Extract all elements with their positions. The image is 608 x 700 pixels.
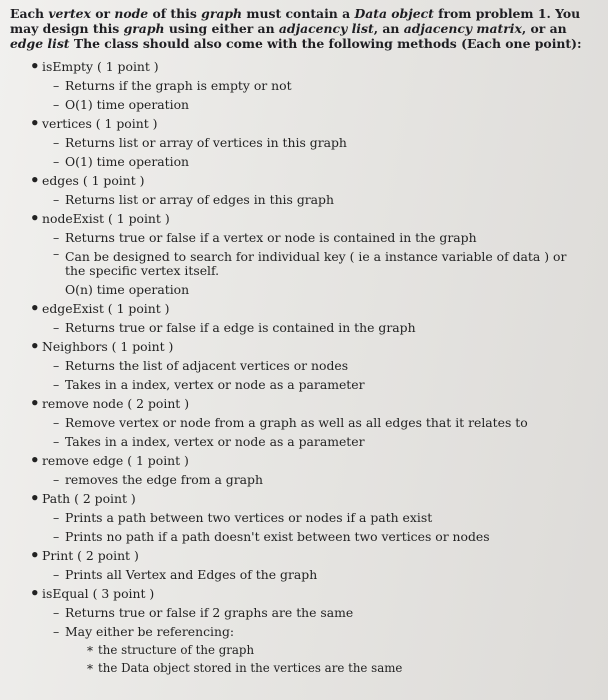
method-detail: – Returns the list of adjacent vertices or nodes (10, 356, 598, 375)
method-detail: – Returns true or false if a vertex or node is contained in the graph (10, 228, 598, 247)
method-detail: – Takes in a index, vertex or node as a parameter (10, 375, 598, 394)
method-path (10, 489, 598, 546)
intro-text: , an (373, 21, 404, 36)
method-label: • Print ( 2 point ) (10, 546, 598, 565)
method-label: • vertices ( 1 point ) (10, 114, 598, 133)
method-detail: – Prints all Vertex and Edges of the graph (10, 565, 598, 584)
intro-adjacency-list: adjacency list (278, 21, 374, 36)
method-detail: – Returns list or array of edges in this graph (10, 190, 598, 209)
method-detail: – Returns true or false if a edge is contained in the graph (10, 318, 598, 337)
method-neighbors (10, 337, 598, 394)
method-detail: – O(1) time operation (10, 152, 598, 171)
intro-text: or (90, 6, 115, 21)
method-detail: – Can be designed to search for individual key ( ie a instance variable of data ) or the specific vertex itself. (10, 247, 598, 280)
method-label: • isEqual ( 3 point ) (10, 584, 598, 603)
intro-node: node (114, 6, 149, 21)
method-detail: – O(1) time operation (10, 95, 598, 114)
intro-paragraph (10, 6, 598, 51)
method-label: • edgeExist ( 1 point ) (10, 299, 598, 318)
method-label: • remove edge ( 1 point ) (10, 451, 598, 470)
method-vertices (10, 114, 598, 171)
method-detail: – Takes in a index, vertex or node as a parameter (10, 432, 598, 451)
method-detail: – removes the edge from a graph (10, 470, 598, 489)
method-detail: – Returns if the graph is empty or not (10, 76, 598, 95)
method-detail: – Remove vertex or node from a graph as well as all edges that it relates to (10, 413, 598, 432)
method-detail: – Prints no path if a path doesn't exist between two vertices or nodes (10, 527, 598, 546)
method-label: • edges ( 1 point ) (10, 171, 598, 190)
intro-text: using either an (164, 21, 279, 36)
method-subdetail: * the Data object stored in the vertices are the same (10, 659, 598, 677)
intro-edge-list: edge list (10, 36, 70, 51)
intro-text: The class should also come with the following methods (Each one point): (69, 36, 582, 51)
intro-text: from problem 1. You may design this (10, 6, 581, 36)
method-remove-edge (10, 451, 598, 489)
method-label: • Neighbors ( 1 point ) (10, 337, 598, 356)
method-print (10, 546, 598, 584)
intro-text: , or an (521, 21, 567, 36)
method-label: • isEmpty ( 1 point ) (10, 57, 598, 76)
method-isempty (10, 57, 598, 114)
method-detail: – Returns true or false if 2 graphs are the same (10, 603, 598, 622)
method-edgeexist (10, 299, 598, 337)
method-label: • remove node ( 2 point ) (10, 394, 598, 413)
intro-vertex: vertex (48, 6, 91, 21)
intro-graph: graph (201, 6, 243, 21)
method-label: • nodeExist ( 1 point ) (10, 209, 598, 228)
method-detail: – Prints a path between two vertices or nodes if a path exist (10, 508, 598, 527)
method-isequal (10, 584, 598, 677)
method-subdetail: * the structure of the graph (10, 641, 598, 659)
intro-text: Each (10, 6, 49, 21)
intro-data-object: Data object (354, 6, 434, 21)
method-detail: – Returns list or array of vertices in this graph (10, 133, 598, 152)
intro-graph: graph (123, 21, 165, 36)
method-detail: O(n) time operation (65, 282, 190, 297)
method-nodeexist (10, 209, 598, 299)
intro-adjacency-matrix: adjacency matrix (403, 21, 522, 36)
intro-text: of this (148, 6, 202, 21)
method-remove-node (10, 394, 598, 451)
method-detail: – May either be referencing: (10, 622, 598, 641)
method-label: • Path ( 2 point ) (10, 489, 598, 508)
intro-text: must contain a (242, 6, 355, 21)
method-edges (10, 171, 598, 209)
